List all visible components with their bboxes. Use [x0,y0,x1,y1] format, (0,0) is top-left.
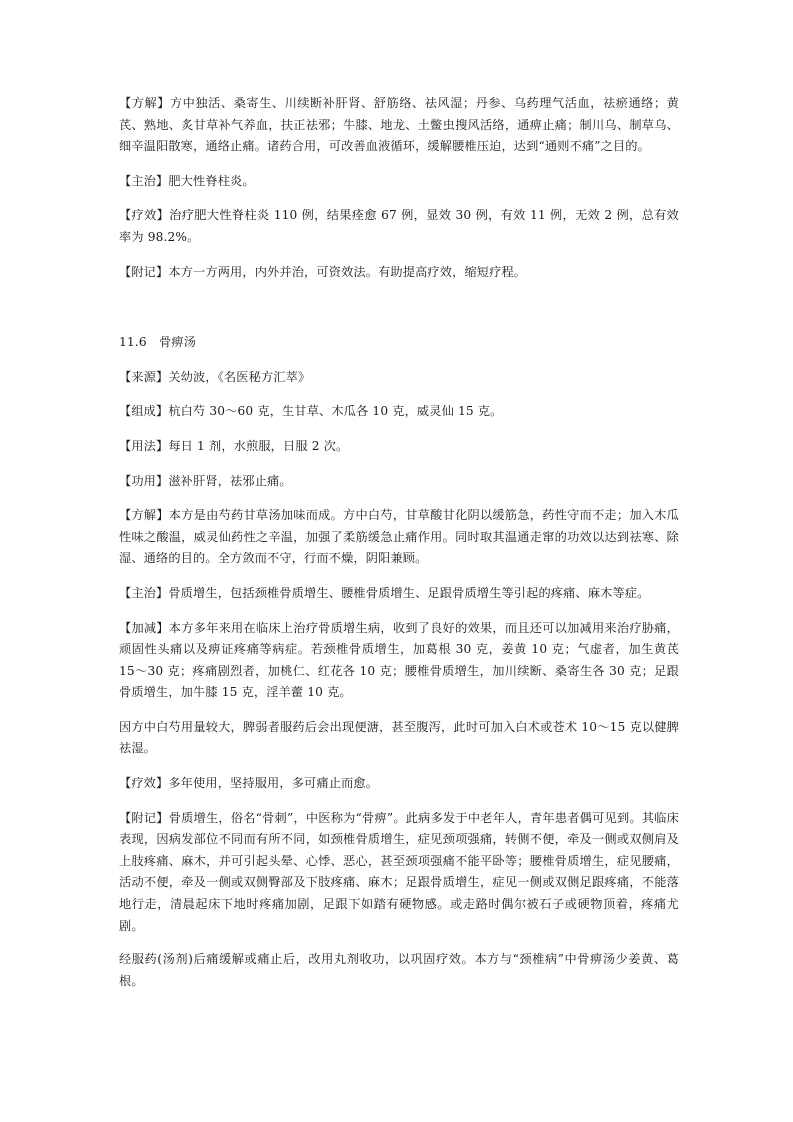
note-paragraph: 因方中白芍用量较大，脾弱者服药后会出现便溏，甚至腹泻，此时可加入白术或苍术 10～15 克以健脾祛湿。 [119,719,679,756]
document-page [119,93,679,992]
yongfa-paragraph: 【用法】每日 1 剂，水煎服，日服 2 次。 [119,438,349,453]
liaoxiao-paragraph: 【疗效】治疗肥大性脊柱炎 110 例，结果痊愈 67 例，显效 30 例，有效 11 例，无效 2 例，总有效率为 98.2%。 [119,208,679,244]
fangjie2-paragraph: 【方解】本方是由芍药甘草汤加味而成。方中白芍，甘草酸甘化阴以缓筋急，药性守而不走；加入木瓜性味之酸温，威灵仙药性之辛温，加强了柔筋缓急止痛作用。同时取其温通走窜的功效以达到祛寒、除湿、通络的目的。全方敛而不守，行而不燥，阴阳兼顾。 [119,508,679,566]
zucheng-paragraph: 【组成】杭白芍 30～60 克，生甘草、木瓜各 10 克，威灵仙 15 克。 [119,404,503,419]
fuji2-paragraph: 【附记】骨质增生，俗名“骨刺”，中医称为“骨痹”。此病多发于中老年人，青年患者偶可见到。其临床表现，因病发部位不同而有所不同，如颈椎骨质增生，症见颈项强痛，转侧不便，牵及一侧或双侧肩及上肢疼痛、麻木，并可引起头晕、心悸、恶心，甚至颈项强痛不能平卧等；腰椎骨质增生，症见腰痛，活动不便，牵及一侧或双侧臀部及下肢疼痛、麻木；足跟骨质增生，症见一侧或双侧足跟疼痛，不能落地行走，清晨起床下地时疼痛加剧，足跟下如踏有硬物感。或走路时偶尔被石子或硬物顶着，疼痛尤剧。 [119,810,679,933]
jiajian-paragraph: 【加减】本方多年来用在临床上治疗骨质增生病，收到了良好的效果，而且还可以加减用来治疗胁痛，顽固性头痛以及痹证疼痛等病症。若颈椎骨质增生，加葛根 30 克，姜黄 10 克；气虚者，加生黄芪 15～30 克；疼痛剧烈者，加桃仁、红花各 10 克；腰椎骨质增生，加川续断、桑寄生各 30 克；足跟骨质增生，加牛膝 15 克，淫羊藿 10 克。 [119,620,679,700]
zhuzhi-paragraph: 【主治】肥大性脊柱炎。 [119,173,255,188]
closing-paragraph: 经服药(汤剂)后痛缓解或痛止后，改用丸剂收功，以巩固疗效。本方与“颈椎病”中骨痹汤少姜黄、葛根。 [119,952,679,988]
laiyuan-paragraph: 【来源】关幼波，《名医秘方汇萃》 [119,369,311,384]
liaoxiao2-paragraph: 【疗效】多年使用，坚持服用，多可痛止而愈。 [119,776,379,791]
fuji-paragraph: 【附记】本方一方两用，内外并治，可资效法。有助提高疗效，缩短疗程。 [119,264,527,279]
section-title: 11.6 骨痹汤 [119,335,197,350]
gongyong-paragraph: 【功用】滋补肝肾，祛邪止痛。 [119,473,292,488]
zhuzhi2-paragraph: 【主治】骨质增生，包括颈椎骨质增生、腰椎骨质增生、足跟骨质增生等引起的疼痛、麻木等症。 [119,585,650,600]
fangjie-paragraph: 【方解】方中独活、桑寄生、川续断补肝肾、舒筋络、祛风湿；丹参、乌药理气活血，祛瘀通络；黄芪、熟地、炙甘草补气养血，扶正祛邪；牛膝、地龙、土鳖虫搜风活络，通痹止痛；制川乌、制草乌、细辛温阳散寒，通络止痛。诸药合用，可改善血液循环，缓解腰椎压迫，达到“通则不痛”之目的。 [119,96,679,154]
